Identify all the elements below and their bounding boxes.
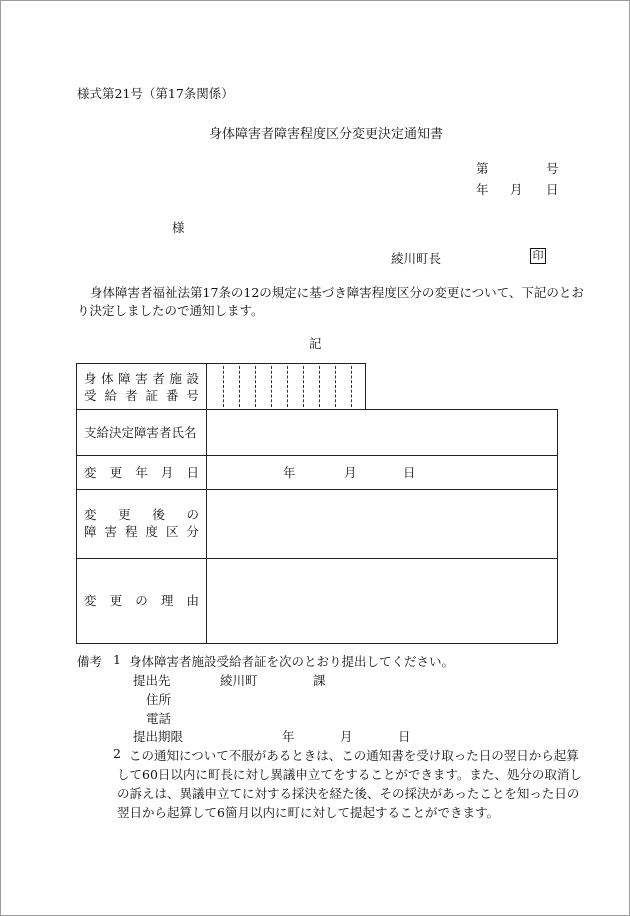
recipient-suffix: 様: [172, 220, 185, 235]
seal-mark: 印: [530, 248, 546, 264]
row3-day: 日: [403, 465, 416, 480]
row3-label-cell: [76, 455, 207, 490]
number-suffix: 号: [546, 161, 559, 176]
row3-label: 変 更 年 月 日: [84, 465, 199, 480]
deadline-day: 日: [398, 729, 411, 744]
submit-to-section: 課: [313, 673, 326, 688]
recipient-name-field[interactable]: [206, 409, 558, 456]
ki-heading: 記: [309, 336, 322, 351]
phone-label: 電話: [146, 711, 172, 726]
note-2-line-1: この通知について不服があるときは、この通知書を受け取った日の翌日から起算: [129, 748, 579, 763]
submit-to-label: 提出先: [133, 673, 171, 688]
row3-month: 月: [344, 465, 357, 480]
row5-label: 変 更 の 理 由: [84, 593, 199, 608]
number-prefix: 第: [476, 161, 489, 176]
change-date-field[interactable]: [206, 455, 558, 490]
form-id: 様式第21号（第17条関係）: [77, 86, 234, 101]
row1-label-cell: [76, 363, 207, 410]
row2-label: 支給決定障害者氏名: [84, 425, 197, 440]
deadline-month: 月: [340, 729, 353, 744]
note-2-line-2: して60日以内に町長に対し異議申立てをすることができます。また、処分の取消し: [117, 767, 582, 782]
row1-label-b: 受 給 者 証 番 号: [84, 388, 199, 403]
row4-label-a: 変 更 後 の: [84, 507, 199, 522]
certificate-number-field[interactable]: [206, 363, 366, 410]
note-1-text: 身体障害者施設受給者証を次のとおり提出してください。: [129, 654, 455, 669]
deadline-year: 年: [282, 729, 295, 744]
intro-line-2: り決定しましたので通知します。: [77, 303, 264, 318]
form-table: [76, 363, 558, 644]
submit-to-town: 綾川町: [220, 673, 258, 688]
date-day: 日: [546, 182, 559, 197]
document-title: 身体障害者障害程度区分変更決定通知書: [209, 127, 444, 142]
row3-year: 年: [283, 465, 296, 480]
date-month: 月: [510, 182, 523, 197]
row2-label-cell: [76, 409, 207, 456]
row4-label-b: 障 害 程 度 区 分: [84, 524, 199, 539]
change-reason-field[interactable]: [206, 558, 558, 644]
row1-label-a: 身 体 障 害 者 施 設: [84, 371, 199, 386]
address-label: 住所: [146, 692, 172, 707]
date-year: 年: [476, 182, 489, 197]
note-1-number: 1: [113, 652, 121, 667]
deadline-label: 提出期限: [133, 729, 184, 744]
intro-line-1: 身体障害者福祉法第17条の12の規定に基づき障害程度区分の変更について、下記のとお: [90, 285, 584, 300]
new-disability-class-field[interactable]: [206, 489, 558, 559]
note-2-line-4: 翌日から起算して6箇月以内に町に対して提起することができます。: [117, 805, 499, 820]
row5-label-cell: [76, 558, 207, 644]
issuer: 綾川町長: [391, 251, 442, 266]
note-2-line-3: の訴えは、異議申立てに対する採決を経た後、その採決があったことを知った日の: [117, 786, 580, 801]
notes-heading: 備考: [77, 654, 103, 669]
row4-label-cell: [76, 489, 207, 559]
note-2-number: 2: [113, 746, 121, 761]
